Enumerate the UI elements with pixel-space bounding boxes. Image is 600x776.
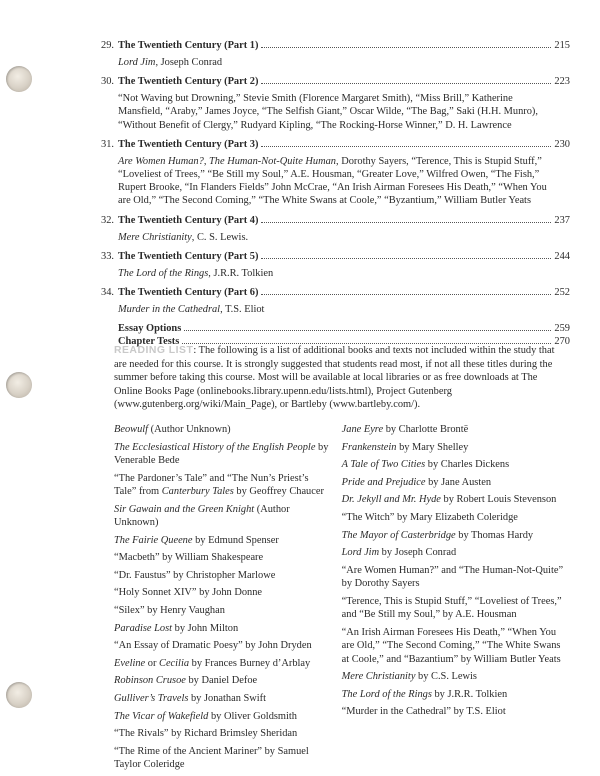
toc-entries [80,39,570,316]
toc-number: 29. [101,40,114,51]
reading-list-item: Beowulf (Author Unknown) [114,424,231,435]
toc-number: 30. [101,76,114,88]
reading-list-item: “Terence, This is Stupid Stuff,” “Loveliest of Trees,” and “Be Still my Soul,” by A.E. Housman [341,595,562,621]
binder-hole [6,682,32,708]
toc-leader-dots [261,82,551,84]
toc-row [80,250,570,263]
reading-list-item: Pride and Prejudice by Jane Austen [341,476,492,488]
reading-list-left-column [114,423,342,776]
toc-entry [80,138,570,208]
reading-list-item: “Macbeth” by William Shakespeare [114,552,264,564]
reading-list-item: “Are Women Human?” and “The Human-Not-Quite” by Dorothy Sayers [341,564,564,590]
toc-page-number: 270 [554,336,570,348]
reading-list-item: Frankenstein by Mary Shelley [341,441,469,453]
reading-list-item: “Murder in the Cathedral” by T.S. Eliot [341,706,506,718]
toc-page-number: 259 [554,323,570,335]
toc-entry [80,39,570,69]
toc-row-essay-options [118,322,570,335]
reading-list-item: “The Rivals” by Richard Brimsley Sheridan [114,728,298,740]
reading-list-intro-text: : The following is a list of additional books and texts not included within the study that are needed for this course. It is strongly suggested that students read most, if not all these titles during the summer before taking this course. Most will be available at local libraries or as free downloads at The Online Books Page (onlinebooks.library.upenn.edu/lists.html), Project Gutenberg (www.gutenberg.org/wiki/Main_Page), or Bartleby (www.bartleby.com/). [114,345,555,411]
reading-list-columns [114,423,564,776]
toc-leader-dots [261,145,551,147]
toc-title: The Twentieth Century (Part 2) [118,76,259,88]
reading-list-item: Jane Eyre by Charlotte Brontë [341,424,469,435]
reading-list-item: “The Pardoner’s Tale” and “The Nun’s Priest’s Tale” from Canterbury Tales by Geoffrey Chaucer [114,472,324,497]
toc-number: 33. [101,250,114,262]
toc-number: 31. [101,138,114,150]
toc-description: Are Women Human?, The Human-Not-Quite Human, Dorothy Sayers, “Terence, This is Stupid Stuff,” “Loveliest of Trees,” “Be Still my Soul,” A.E. Housman, “Greater Love,” Wilfred Owen, “The Fish,” Rupert Brooke, “In Flanders Fields” John McCrae, “An Irish Airman Foresees His Death,” “When You are Old,” “The Second Coming,” “The White Swans at Coole,” “Byzantium,” William Butler Yeats [118,155,547,207]
reading-list-item: Eveline or Cecilia by Frances Burney d’Arblay [114,657,311,669]
toc-page-number: 215 [554,40,570,51]
reading-list-item: The Fairie Queene by Edmund Spenser [114,534,279,546]
toc-title: Chapter Tests [118,336,180,348]
reading-list-item: Paradise Lost by John Milton [114,622,239,634]
toc-entry [80,214,570,244]
toc-page-number: 244 [554,250,570,262]
toc-row [80,214,570,227]
toc-title: The Twentieth Century (Part 3) [118,138,259,150]
reading-list-intro [114,344,564,412]
toc-entry [80,286,570,316]
reading-list-item: The Ecclesiastical History of the English People by Venerable Bede [114,441,329,466]
toc-title: The Twentieth Century (Part 1) [118,40,259,51]
toc-leader-dots [261,46,551,48]
toc-title: The Twentieth Century (Part 4) [118,214,259,226]
reading-list-right-column [342,423,564,776]
toc-page-number: 230 [554,138,570,150]
reading-list-item: The Vicar of Wakefield by Oliver Goldsmith [114,710,297,722]
toc-row [80,286,570,299]
toc-description: Mere Christianity, C. S. Lewis. [118,231,249,243]
reading-list-item: Lord Jim by Joseph Conrad [341,547,457,559]
reading-list-item: “The Rime of the Ancient Mariner” by Samuel Taylor Coleridge [114,745,309,771]
reading-list-item: The Lord of the Rings by J.R.R. Tolkien [341,688,508,700]
reading-list-item: “Silex” by Henry Vaughan [114,604,225,616]
toc-entry [80,250,570,280]
toc-leader-dots [261,257,551,259]
binder-hole [6,372,32,398]
toc-description: Murder in the Cathedral, T.S. Eliot [118,304,265,316]
toc-page-number: 237 [554,214,570,226]
table-of-contents [80,39,570,348]
reading-list-item: “The Witch” by Mary Elizabeth Coleridge [341,511,518,523]
toc-page-number: 223 [554,76,570,88]
toc-title: Essay Options [118,323,182,335]
toc-row [80,39,570,52]
reading-list-item: Gulliver’s Travels by Jonathan Swift [114,692,267,704]
reading-list-label: READING LIST [114,345,194,356]
reading-list-item: “Dr. Faustus” by Christopher Marlowe [114,569,276,581]
reading-list-item: “An Irish Airman Foresees His Death,” “When You are Old,” “The Second Coming,” “The White Swans at Coole,” and “Bazantium” by William Butler Yeats [341,626,561,665]
toc-description: The Lord of the Rings, J.R.R. Tolkien [118,267,274,279]
reading-list-item: Dr. Jekyll and Mr. Hyde by Robert Louis Stevenson [341,494,557,506]
toc-number: 32. [101,214,114,226]
toc-page-number: 252 [554,287,570,299]
reading-list-item: A Tale of Two Cities by Charles Dickens [341,459,510,471]
reading-list-item: Robinson Crusoe by Daniel Defoe [114,675,258,687]
binder-hole [6,66,32,92]
toc-number: 34. [101,287,114,299]
toc-leader-dots [184,329,551,331]
reading-list-item: Sir Gawain and the Green Knight (Author Unknown) [114,503,290,528]
toc-row [80,138,570,151]
toc-leader-dots [261,221,551,223]
reading-list-item: “An Essay of Dramatic Poesy” by John Dryden [114,640,312,652]
toc-title: The Twentieth Century (Part 5) [118,250,259,262]
toc-row [80,75,570,88]
toc-description: “Not Waving but Drowning,” Stevie Smith (Florence Margaret Smith), “Miss Brill,” Katherine Mansfield, “Araby,” James Joyce, “The Selfish Giant,” Oscar Wilde, “The Bag,” Saki (H.H. Munro), “Without Benefit of Clergy,” Rudyard Kipling, “The Rocking-Horse Winner,” D. H. Lawrence [118,93,538,131]
toc-entry [80,75,570,132]
reading-list-item: “Holy Sonnet XIV” by John Donne [114,587,263,599]
toc-description: Lord Jim, Joseph Conrad [118,57,223,68]
toc-title: The Twentieth Century (Part 6) [118,287,259,299]
reading-list-item: Mere Christianity by C.S. Lewis [341,671,477,683]
reading-list-item: The Mayor of Casterbridge by Thomas Hardy [341,529,534,541]
toc-leader-dots [261,293,551,295]
